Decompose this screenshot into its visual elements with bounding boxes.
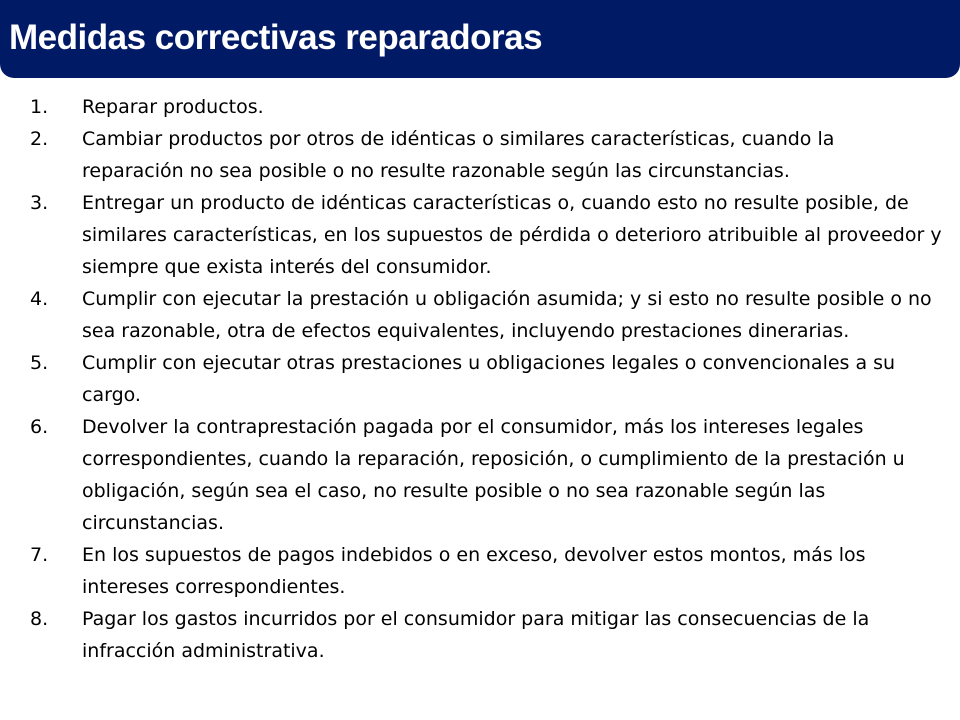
list-item-text: Pagar los gastos incurridos por el consumidor para mitigar las consecuencias de la infracción administrativa. (82, 608, 870, 662)
list-item (30, 123, 942, 187)
list-item-text: En los supuestos de pagos indebidos o en exceso, devolver estos montos, más los intereses correspondientes. (82, 544, 866, 598)
list-item-text: Devolver la contraprestación pagada por el consumidor, más los intereses legales correspondientes, cuando la reparación, reposición, o cumplimiento de la prestación u obligación, según sea el caso, no resulte posible o no sea razonable según las circunstancias. (82, 416, 905, 534)
list-item-number: 3. (30, 192, 49, 214)
list-item-number: 2. (30, 128, 49, 150)
list-item-number: 7. (30, 544, 49, 566)
list-item-text: Entregar un producto de idénticas características o, cuando esto no resulte posible, de similares características, en los supuestos de pérdida o deterioro atribuible al proveedor y siempre que exista interés del consumidor. (82, 192, 942, 278)
list-item-text: Reparar productos. (82, 96, 264, 118)
list-item (30, 91, 942, 123)
title-bar (0, 0, 960, 78)
list-item (30, 347, 942, 411)
list-item-text: Cambiar productos por otros de idénticas o similares características, cuando la reparación no sea posible o no resulte razonable según las circunstancias. (82, 128, 835, 182)
list-item (30, 283, 942, 347)
list-item-number: 8. (30, 608, 49, 630)
list-item-number: 1. (30, 96, 49, 118)
list-item (30, 187, 942, 283)
list-item-number: 5. (30, 352, 49, 374)
list-item-number: 6. (30, 416, 49, 438)
list-item-number: 4. (30, 288, 49, 310)
list-item-text: Cumplir con ejecutar la prestación u obligación asumida; y si esto no resulte posible o no sea razonable, otra de efectos equivalentes, incluyendo prestaciones dinerarias. (82, 288, 932, 342)
corrective-measures-list (30, 91, 942, 667)
list-item (30, 603, 942, 667)
list-item-text: Cumplir con ejecutar otras prestaciones u obligaciones legales o convencionales a su cargo. (82, 352, 896, 406)
list-item (30, 411, 942, 539)
list-item (30, 539, 942, 603)
page-title: Medidas correctivas reparadoras (9, 18, 543, 57)
